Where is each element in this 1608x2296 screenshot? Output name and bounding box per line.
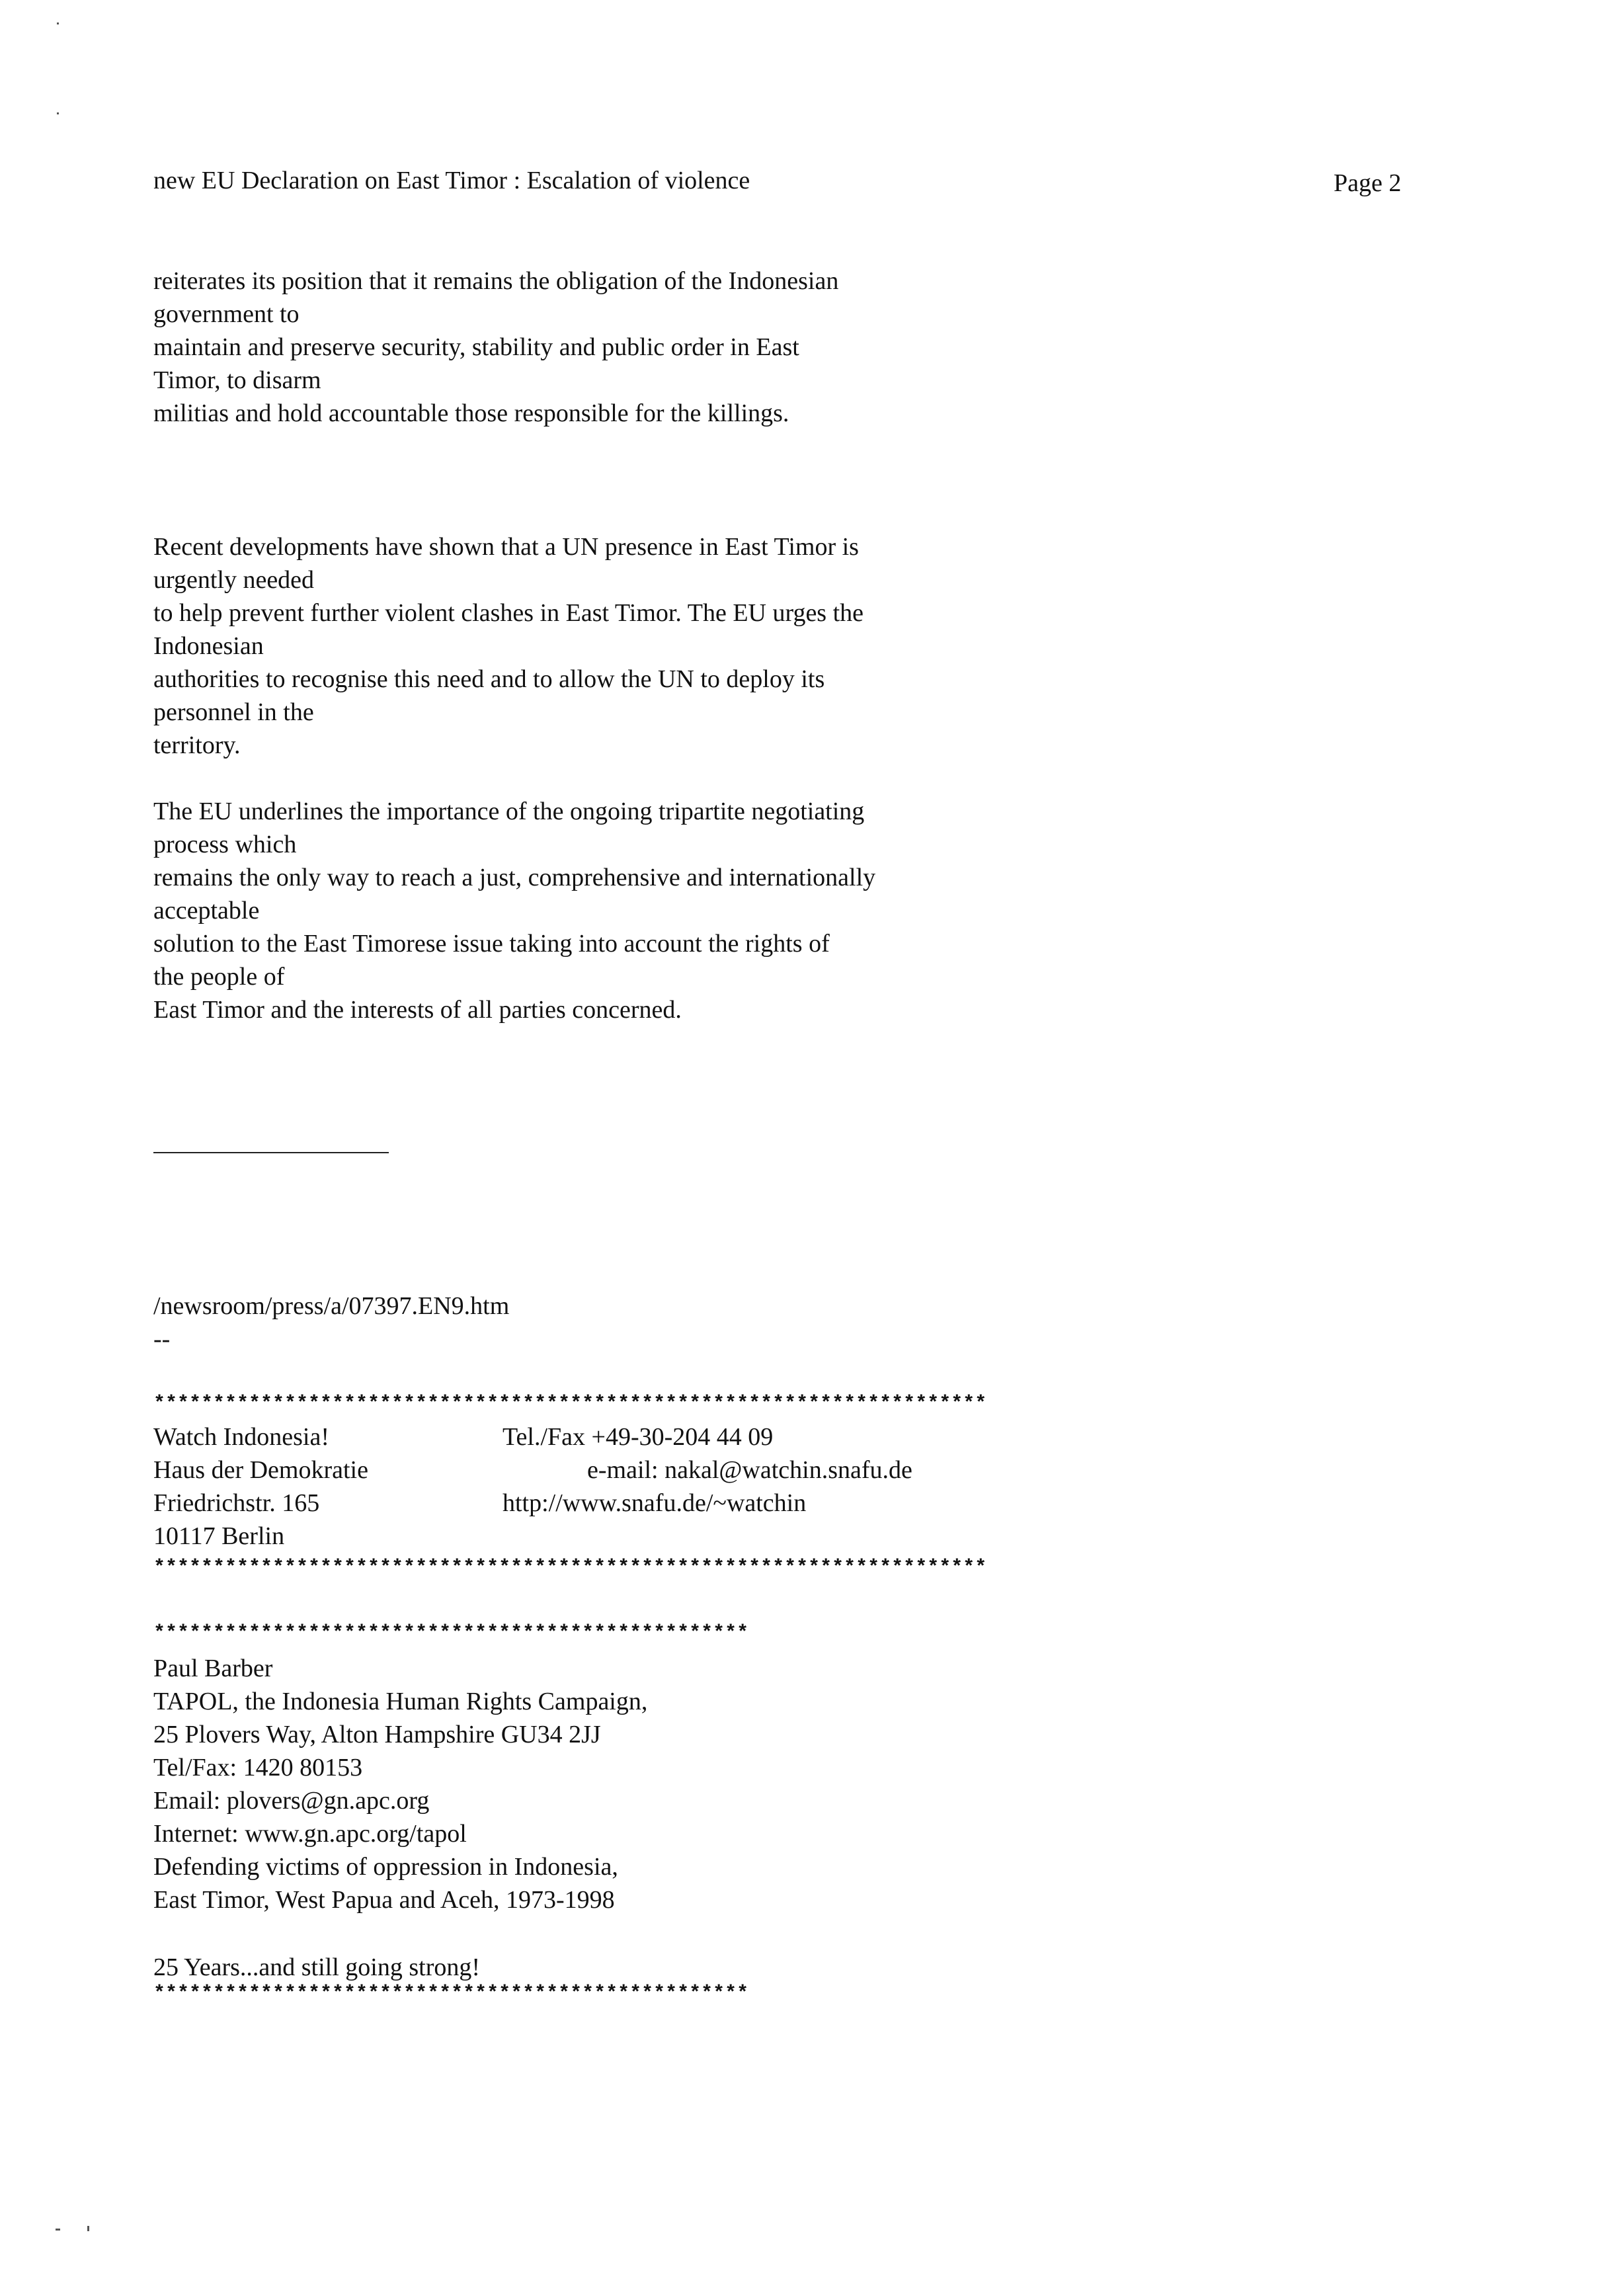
signature-line: Internet: www.gn.apc.org/tapol xyxy=(153,1820,467,1848)
signature-line: TAPOL, the Indonesia Human Rights Campaign, xyxy=(153,1688,648,1715)
text-line: Timor, to disarm xyxy=(153,366,321,394)
asterisk-divider: ************************************************** xyxy=(153,1983,749,2005)
contact-website: http://www.snafu.de/~watchin xyxy=(502,1489,807,1517)
text-line: personnel in the xyxy=(153,698,314,726)
text-line: authorities to recognise this need and to allow the UN to deploy its xyxy=(153,665,825,693)
tapol-signature xyxy=(153,1652,647,1916)
text-line: government to xyxy=(153,300,300,328)
scan-speck xyxy=(87,2226,89,2231)
paragraph-obligation xyxy=(153,265,838,430)
text-line: urgently needed xyxy=(153,566,315,594)
address-line: Watch Indonesia! xyxy=(153,1423,329,1451)
text-line: East Timor and the interests of all parties concerned. xyxy=(153,996,682,1024)
footnote xyxy=(153,1290,509,1356)
paragraph-un-presence xyxy=(153,530,864,762)
text-line: militias and hold accountable those responsible for the killings. xyxy=(153,399,789,427)
watch-indonesia-address xyxy=(153,1420,368,1553)
address-line: Friedrichstr. 165 xyxy=(153,1489,320,1517)
asterisk-divider: ************************************************** xyxy=(153,1622,749,1645)
contact-phone: Tel./Fax +49-30-204 44 09 xyxy=(502,1423,774,1451)
signature-line: 25 Plovers Way, Alton Hampshire GU34 2JJ xyxy=(153,1721,601,1748)
signature-line: Defending victims of oppression in Indonesia, xyxy=(153,1853,618,1881)
signature-line: Paul Barber xyxy=(153,1655,273,1682)
address-line: 10117 Berlin xyxy=(153,1522,285,1550)
tagline: 25 Years...and still going strong! xyxy=(153,1953,480,1981)
watch-indonesia-contact xyxy=(502,1420,912,1520)
text-line: The EU underlines the importance of the ongoing tripartite negotiating xyxy=(153,798,865,825)
scan-speck xyxy=(56,2229,60,2231)
document-header-title: new EU Declaration on East Timor : Escalation of violence xyxy=(153,167,750,194)
text-line: remains the only way to reach a just, comprehensive and internationally xyxy=(153,864,876,891)
signature-line: Email: plovers@gn.apc.org xyxy=(153,1787,430,1815)
page-number: Page 2 xyxy=(1334,169,1402,197)
text-line: Recent developments have shown that a UN presence in East Timor is xyxy=(153,533,859,561)
paragraph-tripartite xyxy=(153,795,875,1026)
footnote-separator xyxy=(153,1152,389,1153)
signature-line: Tel/Fax: 1420 80153 xyxy=(153,1754,363,1782)
signature-line: East Timor, West Papua and Aceh, 1973-1998 xyxy=(153,1886,615,1914)
text-line: solution to the East Timorese issue taking into account the rights of xyxy=(153,930,830,958)
footnote-dashes: -- xyxy=(153,1325,171,1353)
scan-speck xyxy=(57,112,59,114)
address-line: Haus der Demokratie xyxy=(153,1456,368,1484)
text-line: to help prevent further violent clashes in East Timor. The EU urges the xyxy=(153,599,864,627)
scan-speck xyxy=(57,22,59,24)
asterisk-divider: ********************************************************************** xyxy=(153,1557,987,1579)
contact-email: e-mail: nakal@watchin.snafu.de xyxy=(587,1456,912,1484)
text-line: territory. xyxy=(153,731,241,759)
text-line: maintain and preserve security, stability and public order in East xyxy=(153,333,799,361)
text-line: Indonesian xyxy=(153,632,264,660)
footnote-path: /newsroom/press/a/07397.EN9.htm xyxy=(153,1292,510,1320)
text-line: acceptable xyxy=(153,897,260,924)
text-line: the people of xyxy=(153,963,285,991)
text-line: process which xyxy=(153,831,297,858)
asterisk-divider: ********************************************************************** xyxy=(153,1393,987,1415)
text-line: reiterates its position that it remains the obligation of the Indonesian xyxy=(153,267,839,295)
